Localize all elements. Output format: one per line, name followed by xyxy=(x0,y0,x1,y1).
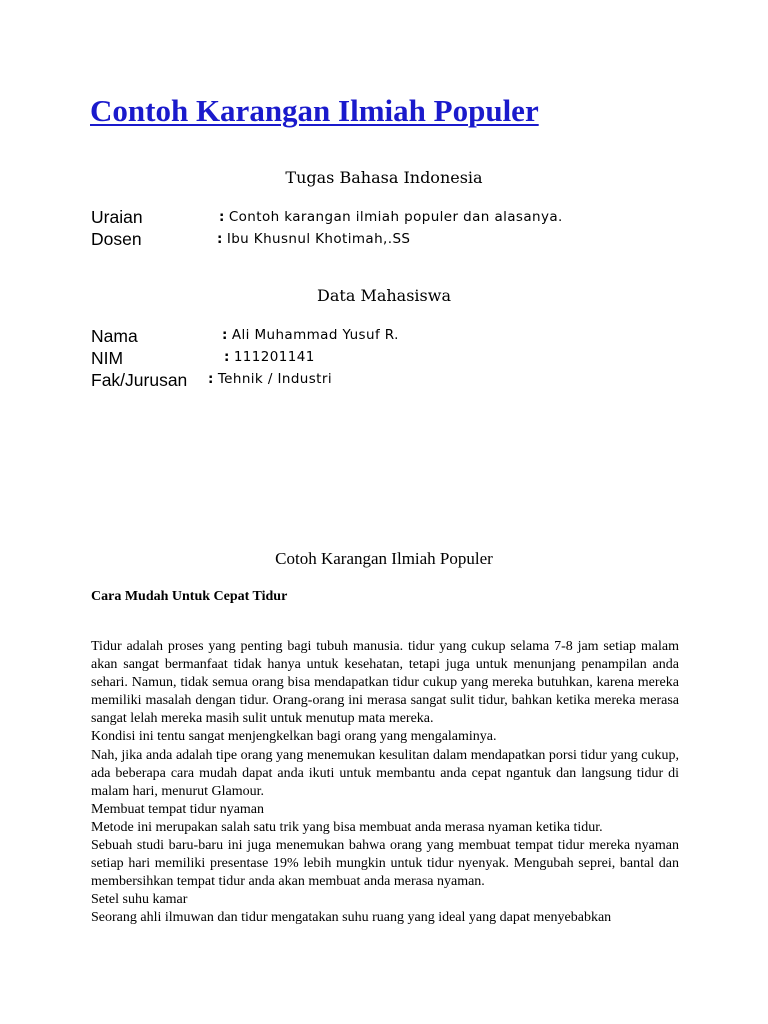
document-title-link[interactable]: Contoh Karangan Ilmiah Populer xyxy=(90,93,539,128)
essay-paragraph: Tidur adalah proses yang penting bagi tubuh manusia. tidur yang cukup selama 7-8 jam setiap malam akan sangat bermanfaat tidak hanya untuk kesehatan, tetapi juga untuk menunjang penampilan anda sehari. Namun, tidak semua orang bisa mendapatkan tidur cukup yang mereka butuhkan, karena mereka memiliki masalah dengan tidur. Orang-orang ini merasa sangat sulit tidur, bahkan ketika mereka merasa sangat lelah mereka masih sulit untuk menutup mata mereka. xyxy=(91,639,679,727)
field-label-fak-jurusan: Fak/Jurusan xyxy=(91,370,188,390)
field-label-dosen: Dosen xyxy=(91,229,142,249)
essay-paragraph: Setel suhu kamar xyxy=(91,892,188,908)
field-value-fak-jurusan xyxy=(208,369,332,389)
essay-body xyxy=(91,638,679,928)
field-value-dosen-text: Ibu Khusnul Khotimah,.SS xyxy=(226,231,411,247)
field-label-uraian: Uraian xyxy=(91,207,143,227)
field-value-uraian xyxy=(219,207,563,227)
field-value-nama xyxy=(222,325,399,345)
field-colon: : xyxy=(224,349,230,365)
essay-subtitle: Cara Mudah Untuk Cepat Tidur xyxy=(91,589,288,604)
field-label-nim: NIM xyxy=(91,348,124,368)
field-label-nama: Nama xyxy=(91,326,138,346)
field-value-uraian-text: Contoh karangan ilmiah populer dan alasanya. xyxy=(228,209,563,225)
field-colon: : xyxy=(217,231,223,247)
field-value-nama-text: Ali Muhammad Yusuf R. xyxy=(231,327,399,343)
field-value-dosen xyxy=(217,229,410,249)
field-colon: : xyxy=(219,209,225,225)
essay-paragraph: Sebuah studi baru-baru ini juga menemukan bahwa orang yang membuat tempat tidur mereka nyaman setiap hari memiliki presentase 19% lebih mungkin untuk tidur nyenyak. Mengubah seprei, bantal dan membersihkan tempat tidur anda akan membuat anda merasa nyaman. xyxy=(91,838,679,890)
essay-title: Cotoh Karangan Ilmiah Populer xyxy=(275,549,493,568)
field-colon: : xyxy=(208,371,214,387)
assignment-heading: Tugas Bahasa Indonesia xyxy=(285,168,483,187)
field-value-fak-jurusan-text: Tehnik / Industri xyxy=(217,371,332,387)
field-value-nim xyxy=(224,347,315,367)
essay-paragraph: Kondisi ini tentu sangat menjengkelkan bagi orang yang mengalaminya. xyxy=(91,729,497,745)
field-colon: : xyxy=(222,327,228,343)
essay-paragraph: Metode ini merupakan salah satu trik yang bisa membuat anda merasa nyaman ketika tidur. xyxy=(91,819,603,835)
essay-paragraph: Nah, jika anda adalah tipe orang yang menemukan kesulitan dalam mendapatkan porsi tidur yang cukup, ada beberapa cara mudah dapat anda ikuti untuk membantu anda cepat ngantuk dan langsung tidur di malam hari, menurut Glamour. xyxy=(91,747,679,799)
essay-paragraph: Membuat tempat tidur nyaman xyxy=(91,801,265,817)
student-data-heading: Data Mahasiswa xyxy=(317,286,451,305)
essay-paragraph: Seorang ahli ilmuwan dan tidur mengatakan suhu ruang yang ideal yang dapat menyebabkan xyxy=(91,910,612,926)
field-value-nim-text: 111201141 xyxy=(233,349,315,365)
